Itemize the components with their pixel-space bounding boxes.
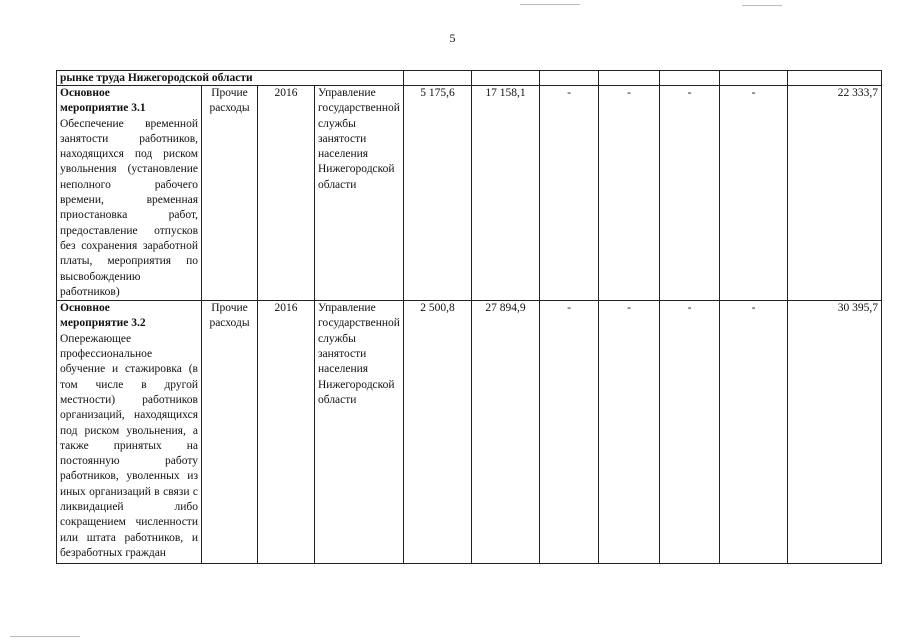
activity-description: Опережающее профессиональное обучение и стажировка (в том числе в другой местности) работников организаций, находящихся под риском увольнения, а также принятых на постоянную работу работников, уволенных из иных организаций в связи с ликвидацией либо сокращением численности или штата работников, и безработных граждан xyxy=(60,332,198,559)
value-5: - xyxy=(660,301,720,564)
table-cell xyxy=(720,71,788,86)
activity-cell xyxy=(57,301,202,564)
activity-number: мероприятие 3.1 xyxy=(60,102,146,115)
value-4: - xyxy=(599,86,660,301)
value-2: 27 894,9 xyxy=(472,301,540,564)
activity-number: мероприятие 3.2 xyxy=(60,317,146,330)
table-cell xyxy=(472,71,540,86)
table-cell xyxy=(540,71,599,86)
table-cell xyxy=(660,71,720,86)
value-2: 17 158,1 xyxy=(472,86,540,301)
activity-title: Основное xyxy=(60,87,110,99)
total: 22 333,7 xyxy=(788,86,882,301)
year: 2016 xyxy=(258,301,315,564)
header-row-text: рынке труда Нижегородской области xyxy=(57,71,404,86)
scan-artifact-line xyxy=(10,636,80,637)
value-1: 2 500,8 xyxy=(404,301,472,564)
value-5: - xyxy=(660,86,720,301)
table-cell xyxy=(599,71,660,86)
activity-description: Обеспечение временной занятости работников, находящихся под риском увольнения (установление неполного рабочего времени, временная приостановка работ, предоставление отпусков без сохранения заработной платы, мероприятия по высвобождению работников) xyxy=(60,117,198,298)
table-cell xyxy=(404,71,472,86)
table-row xyxy=(57,301,882,564)
expense-type: Прочие расходы xyxy=(202,86,258,301)
total: 30 395,7 xyxy=(788,301,882,564)
table-row xyxy=(57,71,882,86)
value-4: - xyxy=(599,301,660,564)
activity-title: Основное xyxy=(60,302,110,315)
page-number: 5 xyxy=(449,31,456,45)
value-6: - xyxy=(720,86,788,301)
value-6: - xyxy=(720,301,788,564)
year: 2016 xyxy=(258,86,315,301)
table-row xyxy=(57,86,882,301)
activity-cell xyxy=(57,86,202,301)
table-cell xyxy=(788,71,882,86)
value-1: 5 175,6 xyxy=(404,86,472,301)
value-3: - xyxy=(540,86,599,301)
budget-table xyxy=(56,70,882,564)
executor: Управление государственной службы занятости населения Нижегородской области xyxy=(315,86,404,301)
value-3: - xyxy=(540,301,599,564)
expense-type: Прочие расходы xyxy=(202,301,258,564)
scan-artifact-line xyxy=(742,5,782,6)
executor: Управление государственной службы занятости населения Нижегородской области xyxy=(315,301,404,564)
scan-artifact-line xyxy=(520,4,580,5)
